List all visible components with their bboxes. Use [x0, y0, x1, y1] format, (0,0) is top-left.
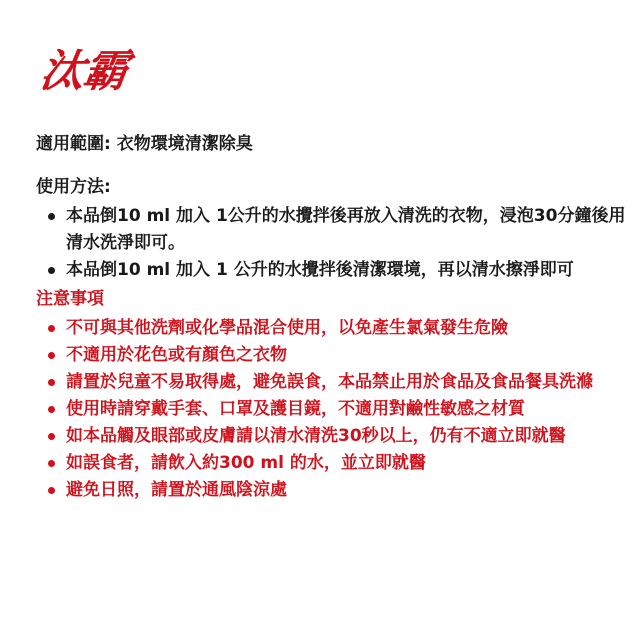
scope-label: 適用範圍:: [36, 134, 111, 154]
warning-item-text: 如本品觸及眼部或皮膚請以清水清洗30秒以上，仍有不適立即就醫: [66, 426, 566, 446]
warning-item: [36, 450, 628, 477]
warnings-heading: 注意事項: [36, 289, 104, 309]
bullet-icon: [48, 213, 55, 220]
bullet-icon: [48, 487, 55, 494]
instructions-content: [36, 131, 628, 504]
warning-item-text: 如誤食者，請飲入約300 ml 的水，並立即就醫: [66, 453, 426, 473]
warning-item-text: 請置於兒童不易取得處，避免誤食，本品禁止用於食品及食品餐具洗滌: [66, 372, 593, 392]
usage-item-text: 本品倒10 ml 加入 1公升的水攪拌後再放入清洗的衣物，浸泡30分鐘後用清水洗淨即可。: [66, 206, 626, 253]
warning-item-text: 使用時請穿戴手套、口罩及護目鏡，不適用對鹼性敏感之材質: [66, 399, 525, 419]
usage-heading: 使用方法:: [36, 177, 111, 197]
usage-list: [36, 203, 628, 284]
warning-item-text: 避免日照，請置於通風陰涼處: [66, 480, 287, 500]
brand-logo: 汰霸: [36, 46, 131, 97]
warnings-list: [36, 315, 628, 504]
warning-item: [36, 423, 628, 450]
warning-item: [36, 477, 628, 504]
bullet-icon: [48, 433, 55, 440]
bullet-icon: [48, 379, 55, 386]
usage-item: [36, 257, 628, 284]
bullet-icon: [48, 406, 55, 413]
bullet-icon: [48, 267, 55, 274]
bullet-icon: [48, 352, 55, 359]
warning-item: [36, 396, 628, 423]
warning-item: [36, 369, 628, 396]
scope-value: 衣物環境清潔除臭: [116, 134, 253, 154]
usage-item-text: 本品倒10 ml 加入 1 公升的水攪拌後清潔環境，再以清水擦淨即可: [66, 260, 574, 280]
bullet-icon: [48, 325, 55, 332]
warning-item: [36, 342, 628, 369]
warning-item: [36, 315, 628, 342]
warning-item-text: 不適用於花色或有顏色之衣物: [66, 345, 287, 365]
bullet-icon: [48, 460, 55, 467]
scope-line: [36, 131, 628, 158]
usage-item: [36, 203, 628, 257]
warning-item-text: 不可與其他洗劑或化學品混合使用，以免產生氯氣發生危險: [66, 318, 508, 338]
